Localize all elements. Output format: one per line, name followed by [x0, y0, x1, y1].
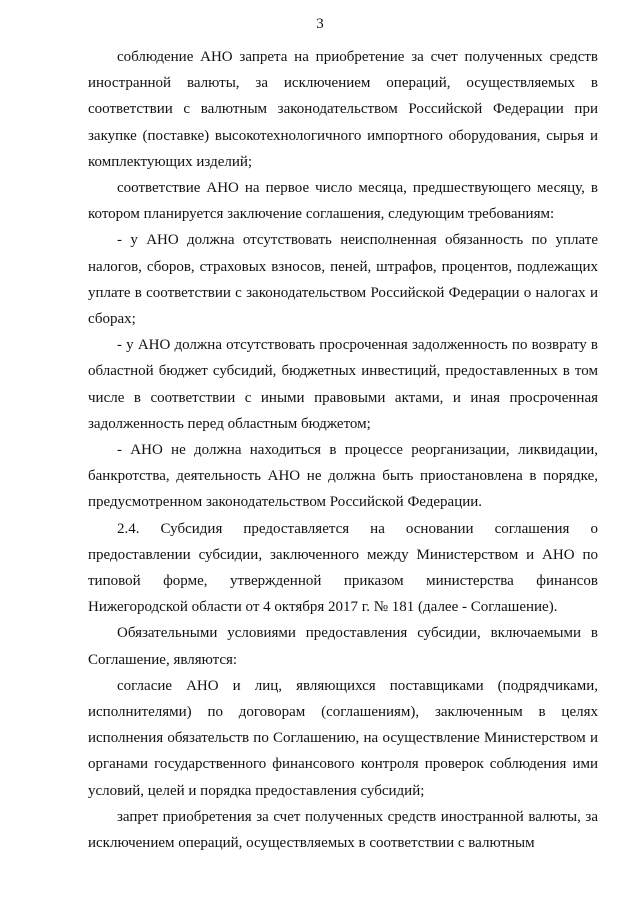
paragraph-no-tax-arrears: - у АНО должна отсутствовать неисполненная обязанность по уплате налогов, сборов, страховых взносов, пеней, штрафов, процентов, подлежащих уплате в соответствии с законодательством Российской Федерации о налогах и сборах;	[88, 232, 598, 328]
paragraph-audit-consent: согласие АНО и лиц, являющихся поставщиками (подрядчиками, исполнителями) по договорам (соглашениям), заключенным в целях исполнения обязательств по Соглашению, на осуществление Министерством и органами государственного финансового контроля проверок соблюдения ими условий, целей и порядка предоставления субсидий;	[88, 677, 598, 799]
paragraph-no-reorganization: - АНО не должна находиться в процессе реорганизации, ликвидации, банкротства, деятельность АНО не должна быть приостановлена в порядке, предусмотренном законодательством Российской Федерации.	[88, 442, 598, 511]
document-body	[88, 44, 598, 856]
paragraph-section-2-4: 2.4. Субсидия предоставляется на основании соглашения о предоставлении субсидии, заключенного между Министерством и АНО по типовой форме, утвержденной приказом министерства финансов Нижегородской области от 4 октября 2017 г. № 181 (далее - Соглашение).	[88, 520, 598, 616]
page-number: 3	[316, 16, 324, 32]
paragraph-mandatory-conditions: Обязательными условиями предоставления субсидии, включаемыми в Соглашение, являются:	[88, 625, 598, 668]
paragraph-compliance-requirements: соответствие АНО на первое число месяца, предшествующего месяцу, в котором планируется заключение соглашения, следующим требованиям:	[88, 180, 598, 223]
paragraph-no-budget-debt: - у АНО должна отсутствовать просроченная задолженность по возврату в областной бюджет субсидий, бюджетных инвестиций, предоставленных в том числе в соответствии с иными правовыми актами, и иная просроченная задолженность перед областным бюджетом;	[88, 337, 598, 432]
paragraph-currency-prohibition: запрет приобретения за счет полученных средств иностранной валюты, за исключением операций, осуществляемых в соответствии с валютным	[88, 808, 598, 852]
paragraph-foreign-currency-ban: соблюдение АНО запрета на приобретение за счет полученных средств иностранной валюты, за исключением операций, осуществляемых в соответствии с валютным законодательством Российской Федерации при закупке (поставке) высокотехнологичного импортного оборудования, сырья и комплектующих изделий;	[88, 49, 598, 170]
